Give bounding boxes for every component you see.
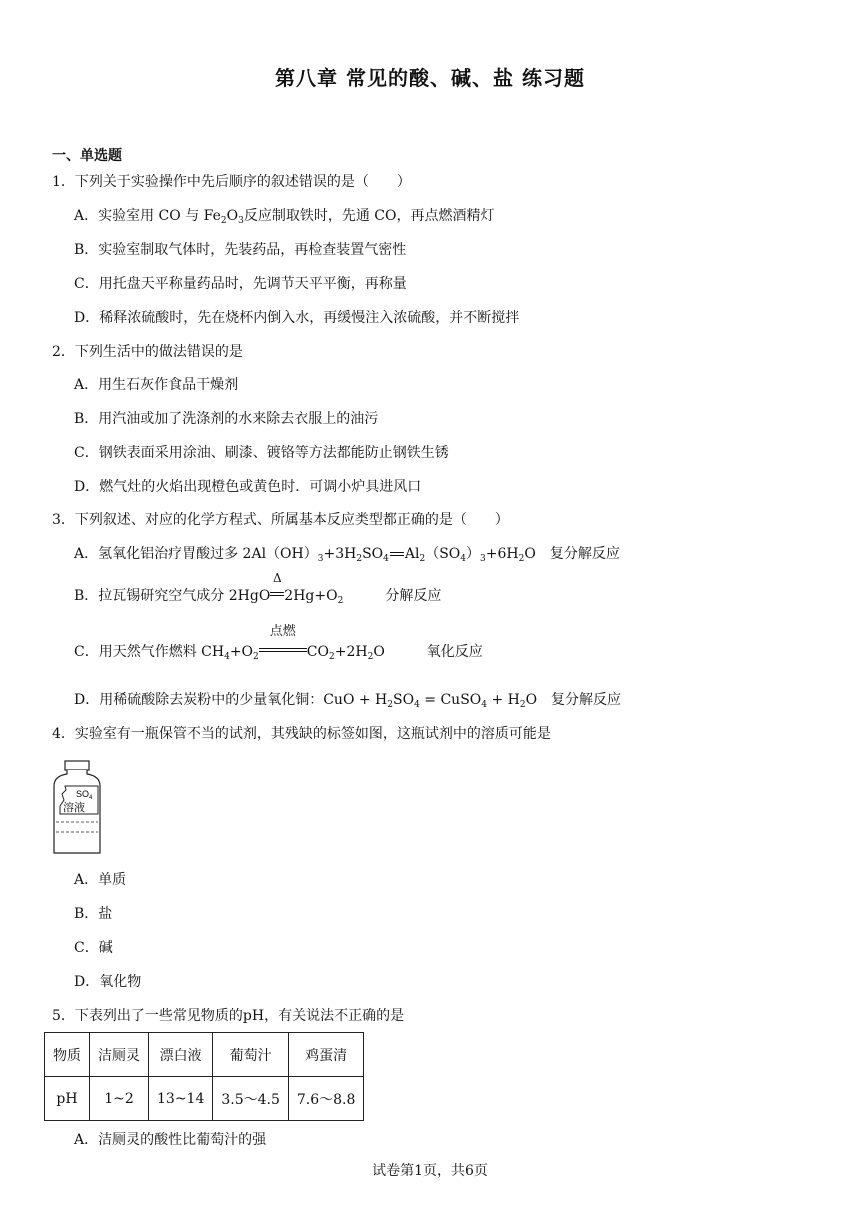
question-3-option-a: A．氢氧化铝治疗胃酸过多 $2Al(OH)_3+3H_2SO_4$ $Al_2(SO_4)_3+6H_2O$ 复分解反应	[74, 546, 620, 564]
table-cell: 物质	[45, 1033, 90, 1077]
question-3-option-d: D．用稀硫酸除去炭粉中的少量氧化铜：CuO + $H_2SO_4$ = CuSO$_4$ + $H_2O$ 复分解反应	[74, 692, 622, 710]
table-row	[45, 1077, 364, 1121]
question-2-option-a: A．用生石灰作食品干燥剂	[74, 377, 239, 393]
question-2-option-d: D．燃气灶的火焰出现橙色或黄色时．可调小炉具进风口	[74, 479, 422, 495]
question-4-option-b: B．盐	[74, 906, 113, 922]
table-cell: 鸡蛋清	[288, 1033, 364, 1077]
table-cell: 葡萄汁	[213, 1033, 289, 1077]
label-text: 溶液	[63, 801, 85, 814]
question-5-option-a: A．洁厕灵的酸性比葡萄汁的强	[74, 1132, 267, 1148]
table-cell: 漂白液	[149, 1033, 213, 1077]
question-1-option-a: A．实验室用 CO 与 $Fe_2O_3$反应制取铁时，先通 CO，再点燃酒精灯	[74, 208, 495, 226]
question-5-stem: 5．下表列出了一些常见物质的pH，有关说法不正确的是	[52, 1008, 405, 1024]
table-cell: 3.5～4.5	[213, 1077, 289, 1121]
question-2-stem: 2．下列生活中的做法错误的是	[52, 344, 243, 360]
question-1-option-c: C．用托盘天平称量药品时，先调节天平平衡，再称量	[74, 276, 407, 292]
question-4-option-a: A．单质	[74, 872, 127, 888]
question-3-option-c: C．用天然气作燃料 $CH_4+O_2$ 点燃 $CO_2+2H_2O$ 氧化反应	[74, 624, 483, 662]
table-header-row	[45, 1033, 364, 1077]
question-4-stem: 4．实验室有一瓶保管不当的试剂，其残缺的标签如图，这瓶试剂中的溶质可能是	[52, 726, 551, 742]
table-cell: 7.6～8.8	[288, 1077, 364, 1121]
section-heading: 一、单选题	[52, 148, 122, 164]
ignition-condition: 点燃	[259, 640, 307, 656]
question-2-option-b: B．用汽油或加了洗涤剂的水来除去衣服上的油污	[74, 411, 379, 427]
question-1-option-d: D．稀释浓硫酸时，先在烧杯内倒入水，再缓慢注入浓硫酸，并不断搅拌	[74, 310, 520, 326]
table-cell: 洁厕灵	[90, 1033, 149, 1077]
question-1-stem: 1．下列关于实验操作中先后顺序的叙述错误的是（ ）	[52, 174, 411, 190]
question-3-stem: 3．下列叙述、对应的化学方程式、所属基本反应类型都正确的是（ ）	[52, 512, 509, 528]
page-footer: 试卷第1页，共6页	[372, 1163, 488, 1179]
page-title: 第八章 常见的酸、碱、盐 练习题	[275, 66, 585, 90]
question-3-option-b: B．拉瓦锡研究空气成分 2HgO Δ $2Hg+O_2$ 分解反应	[74, 571, 442, 606]
question-4-option-d: D．氧化物	[74, 974, 142, 990]
heating-condition: Δ	[270, 584, 284, 600]
reagent-bottle-image	[52, 760, 102, 856]
question-4-option-c: C．碱	[74, 940, 113, 956]
table-cell: pH	[45, 1077, 90, 1121]
table-cell: 13~14	[149, 1077, 213, 1121]
ph-table	[44, 1032, 364, 1121]
equals-sign	[390, 552, 404, 556]
label-formula: $SO_4$	[76, 789, 93, 801]
question-1-option-b: B．实验室制取气体时，先装药品，再检查装置气密性	[74, 242, 407, 258]
question-2-option-c: C．钢铁表面采用涂油、刷漆、镀铬等方法都能防止钢铁生锈	[74, 445, 449, 461]
table-cell: 1~2	[90, 1077, 149, 1121]
